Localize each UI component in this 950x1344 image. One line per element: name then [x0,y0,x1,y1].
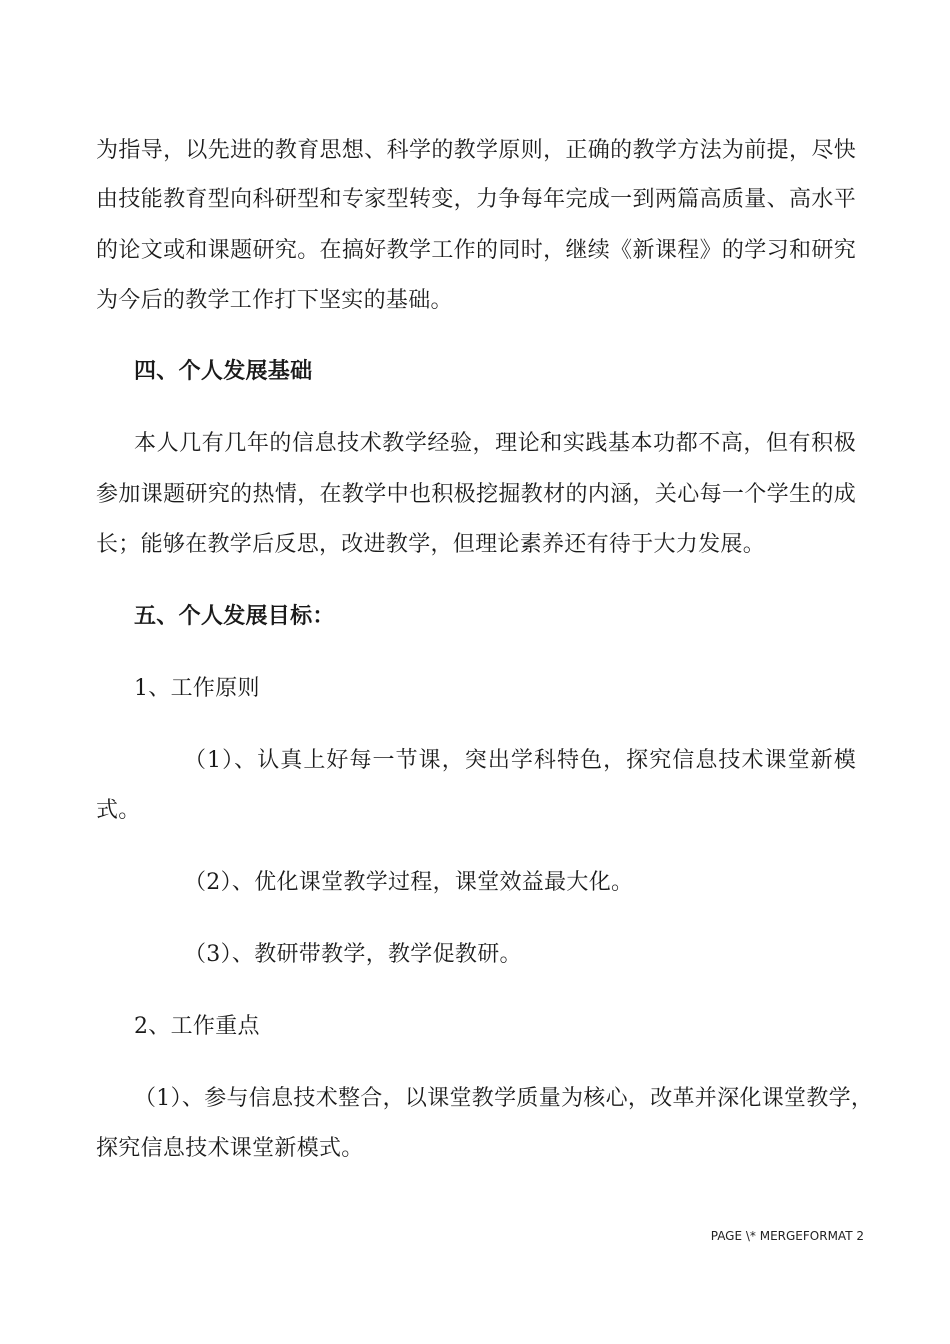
intro-line-2: 由技能教育型向科研型和专家型转变，力争每年完成一到两篇高质量、高水平 [96,187,856,212]
section5-heading: 五、个人发展目标： [134,604,335,629]
principle-1-line-1: （1）、认真上好每一节课，突出学科特色，探究信息技术课堂新模 [184,748,856,773]
principle-3: （3）、教研带教学，教学促教研。 [184,942,522,967]
section4-heading: 四、个人发展基础 [134,359,313,384]
section4-line-1: 本人几有几年的信息技术教学经验，理论和实践基本功都不高，但有积极 [134,431,856,456]
focus-1-line-2: 探究信息技术课堂新模式。 [96,1136,364,1161]
principle-1-line-2: 式。 [96,798,141,823]
principle-2: （2）、优化课堂教学过程，课堂效益最大化。 [184,870,634,895]
intro-line-4: 为今后的教学工作打下坚实的基础。 [96,288,453,313]
intro-line-1: 为指导，以先进的教育思想、科学的教学原则，正确的教学方法为前提，尽快 [96,138,856,163]
focus-title: 2、工作重点 [134,1014,260,1039]
section4-line-2: 参加课题研究的热情，在教学中也积极挖掘教材的内涵，关心每一个学生的成 [96,482,856,507]
intro-line-3: 的论文或和课题研究。在搞好教学工作的同时，继续《新课程》的学习和研究 [96,238,856,263]
page-footer: PAGE \* MERGEFORMAT 2 [710,1229,864,1243]
focus-1-line-1: （1）、参与信息技术整合，以课堂教学质量为核心，改革并深化课堂教学， [134,1086,874,1111]
principles-title: 1、工作原则 [134,676,260,701]
section4-line-3: 长；能够在教学后反思，改进教学，但理论素养还有待于大力发展。 [96,532,766,557]
